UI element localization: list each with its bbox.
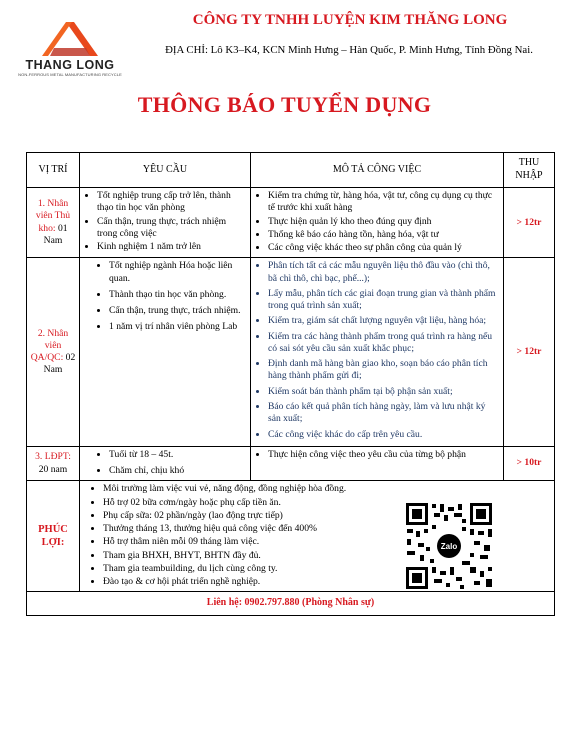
requirements-cell <box>80 258 251 446</box>
list-item: • Tốt nghiệp trung cấp trở lên, thành thạo tin học văn phòng <box>97 190 247 215</box>
list-item: • Thực hiện công việc theo yêu cầu của từng bộ phận <box>268 449 500 461</box>
income-cell: > 10tr <box>504 446 555 481</box>
qr-badge-label: Zalo <box>440 542 458 552</box>
position-headcount: 02 Nam <box>43 352 76 376</box>
list-item: • Phụ cấp sữa: 02 phần/ngày (lao động trực tiếp) <box>103 510 551 522</box>
list-item: • Kiểm soát bán thành phẩm tại bộ phận sản xuất; <box>268 386 500 398</box>
description-cell <box>251 258 504 446</box>
page-title: THÔNG BÁO TUYỂN DỤNG <box>137 92 432 117</box>
table-header-row <box>27 153 555 188</box>
position-cell <box>27 258 80 446</box>
list-item: • Tuổi từ 18 – 45t. <box>109 449 247 461</box>
benefits-label: PHÚC LỢI: <box>27 481 80 592</box>
list-item: • Hỗ trợ 02 bữa cơm/ngày hoặc phụ cấp tiền ăn. <box>103 497 551 509</box>
company-name: CÔNG TY TNHH LUYỆN KIM THĂNG LONG <box>192 12 508 28</box>
list-item: • Phân tích tất cả các mẫu nguyên liệu thô đầu vào (chì thô, bã chì thô, chì bạc, phế...); <box>268 260 500 285</box>
list-item: • Các công việc khác do cấp trên yêu cầu. <box>268 429 500 441</box>
income-cell: > 12tr <box>504 258 555 446</box>
job-table <box>26 152 555 616</box>
position-title: 1. Nhân viên Thủ kho: <box>35 198 71 234</box>
list-item: • Thưởng tháng 13, thưởng hiệu quả công việc đến 400% <box>103 523 551 535</box>
position-cell <box>27 446 80 481</box>
list-item: • Kiểm tra chứng từ, hàng hóa, vật tư, công cụ dụng cụ thực tế trước khi xuất hàng <box>268 190 500 215</box>
list-item: • Các công việc khác theo sự phân công của quản lý <box>268 242 500 254</box>
list-item: • Kiểm tra, giám sát chất lượng nguyên vật liệu, hàng hóa; <box>268 315 500 327</box>
logo-brand-text: THANG LONG <box>25 58 115 72</box>
income-cell: > 12tr <box>504 188 555 258</box>
position-title: 3. LĐPT: <box>35 451 71 463</box>
list-item: • Tham gia BHXH, BHYT, BHTN đầy đủ. <box>103 550 551 562</box>
table-row <box>27 258 555 446</box>
position-headcount: 20 nam <box>38 463 68 475</box>
description-cell <box>251 446 504 481</box>
list-item: • Thống kê báo cáo hàng tồn, hàng hóa, vật tư <box>268 229 500 241</box>
list-item: • Cẩn thận, trung thực, trách nhiệm. <box>109 305 247 317</box>
position-headcount: 01 Nam <box>43 222 68 246</box>
list-item: • Thành thạo tin học văn phòng. <box>109 289 247 301</box>
list-item: • Kinh nghiệm 1 năm trở lên <box>97 241 247 253</box>
list-item: • Cẩn thận, trung thực, trách nhiệm trong công việc <box>97 216 247 241</box>
logo-mark-icon <box>14 20 126 60</box>
list-item: • Chăm chỉ, chịu khó <box>109 465 247 477</box>
requirements-cell <box>80 188 251 258</box>
header-position: VỊ TRÍ <box>27 153 80 188</box>
header-income: THU NHẬP <box>504 153 555 188</box>
benefits-cell <box>80 481 555 592</box>
list-item: • 1 năm vị trí nhân viên phòng Lab <box>109 321 247 333</box>
job-table-wrapper <box>26 152 554 616</box>
description-cell <box>251 188 504 258</box>
position-title: 2. Nhân viên QA/QC: <box>30 327 69 364</box>
header-description: MÔ TẢ CÔNG VIỆC <box>251 153 504 188</box>
list-item: • Tốt nghiệp ngành Hóa hoặc liên quan. <box>109 260 247 285</box>
table-row <box>27 446 555 481</box>
list-item: • Kiểm tra các hàng thành phẩm trong quá trình ra hàng nếu có sai sót yêu cầu sản xuất khắc phục; <box>268 331 500 356</box>
list-item: • Lấy mẫu, phân tích các giai đoạn trung gian và thành phẩm trong quá trình sản xuất; <box>268 288 500 313</box>
table-row <box>27 188 555 258</box>
contact-info: Liên hệ: 0902.797.880 (Phòng Nhân sự) <box>27 592 555 616</box>
company-logo <box>14 20 126 78</box>
benefits-row <box>27 481 555 592</box>
list-item: • Đào tạo & cơ hội phát triển nghề nghiệp. <box>103 576 551 588</box>
list-item: • Định danh mã hàng bàn giao kho, soạn báo cáo phân tích hàng thành phẩm gửi đi; <box>268 358 500 383</box>
list-item: • Tham gia teambuilding, du lịch cùng công ty. <box>103 563 551 575</box>
position-cell <box>27 188 80 258</box>
list-item: • Thực hiện quản lý kho theo đúng quy định <box>268 216 500 228</box>
header-requirements: YÊU CẦU <box>80 153 251 188</box>
zalo-qr-code-icon[interactable] <box>404 501 494 591</box>
list-item: • Môi trường làm việc vui vẻ, năng động, đồng nghiệp hòa đồng. <box>103 483 551 495</box>
list-item: • Hỗ trợ thâm niên mỗi 09 tháng làm việc. <box>103 536 551 548</box>
company-address: ĐỊA CHỈ: Lô K3–K4, KCN Minh Hưng – Hàn Quốc, P. Minh Hưng, Tỉnh Đồng Nai. <box>165 44 533 56</box>
list-item: • Báo cáo kết quả phân tích hàng ngày, làm và lưu nhật ký sản xuất; <box>268 401 500 426</box>
contact-row <box>27 592 555 616</box>
logo-tagline: NON-FERROUS METAL MANUFACTURING RECYCLE <box>18 72 122 77</box>
requirements-cell <box>80 446 251 481</box>
